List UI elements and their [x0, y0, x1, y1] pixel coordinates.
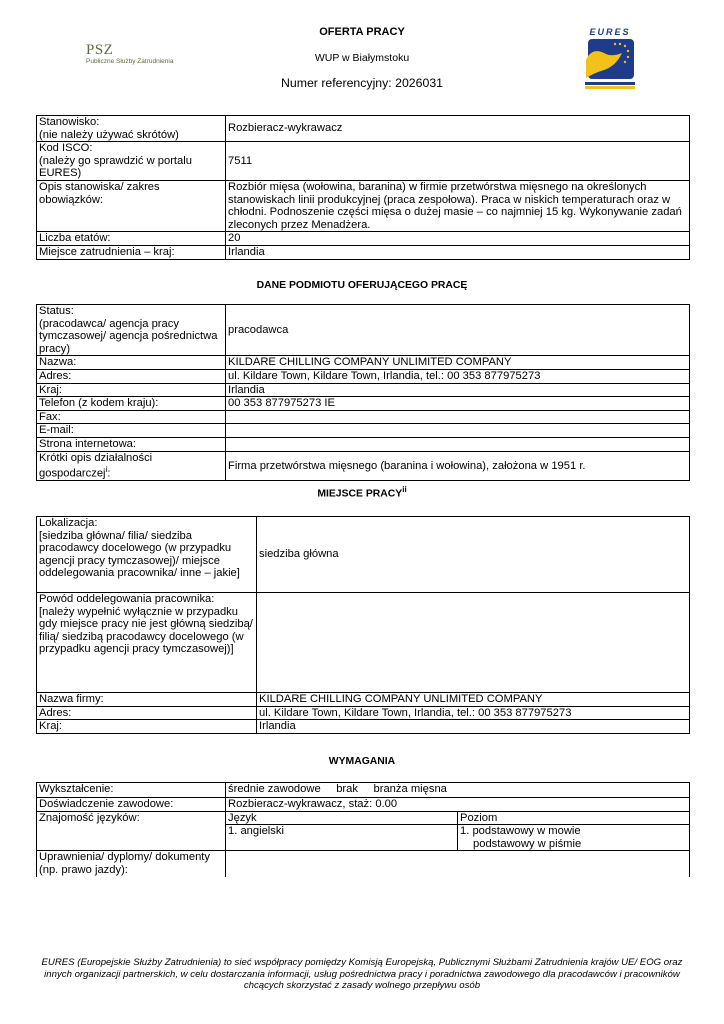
- requirements-table: [36, 782, 690, 877]
- job-table: [36, 115, 690, 260]
- employer-email-label: E-mail:: [37, 424, 226, 438]
- activity-label-colon: :: [107, 467, 111, 480]
- workplace-country-label: Kraj:: [37, 720, 257, 734]
- employer-www-label: Strona internetowa:: [37, 437, 226, 451]
- language-name: 1. angielski: [226, 825, 458, 851]
- position-value: Rozbieracz-wykrawacz: [226, 116, 690, 142]
- employer-fax-label: Fax:: [37, 410, 226, 424]
- isco-value: 7511: [226, 142, 690, 181]
- psz-logo: [86, 44, 173, 68]
- status-label: Status: (pracodawca/ agencja pracy tymczasowej/ agencja pośrednictwa pracy): [37, 305, 226, 356]
- status-value: pracodawca: [226, 305, 690, 356]
- positions-count-value: 20: [226, 232, 690, 246]
- activity-value: Firma przetwórstwa mięsnego (baranina i wołowina), założona w 1951 r.: [226, 451, 690, 481]
- company-name-value: KILDARE CHILLING COMPANY UNLIMITED COMPANY: [257, 693, 690, 707]
- psz-logo-tagline: Publiczne Służby Zatrudnienia: [86, 57, 174, 65]
- positions-count-label: Liczba etatów:: [37, 232, 226, 246]
- activity-label: [37, 451, 226, 481]
- description-value: Rozbiór mięsa (wołowina, baranina) w firmie przetwórstwa mięsnego na określonych stanowiskach linii produkcyjnej (praca zespołowa). Praca w niskich temperaturach oraz w chłodni. Podnoszenie części mięsa o dużej masie – co najmniej 15 kg. Wykonywanie zadań zleconych przez Menadżera.: [226, 180, 690, 231]
- footer-note: EURES (Europejskie Służby Zatrudnienia) to sieć współpracy pomiędzy Komisją Europejską, Publicznymi Służbami Zatrudnienia krajów UE/ EOG oraz innych organizacji partnerskich, w celu dostarczania informacji, usług pośrednictwa pracy i poradnictwa zawodowego dla pracodawców i pracowników chcących skorzystać z zasady wolnego przepływu osób: [41, 957, 683, 991]
- eures-logo: [582, 26, 638, 94]
- experience-label: Doświadczenie zawodowe:: [37, 798, 226, 812]
- workplace-address-value: ul. Kildare Town, Kildare Town, Irlandia, tel.: 00 353 877975273: [257, 706, 690, 720]
- psz-logo-text: PSZ: [86, 42, 114, 58]
- employer-fax-value: [226, 410, 690, 424]
- delegation-reason-label: Powód oddelegowania pracownika: [należy wypełnić wyłącznie w przypadku gdy miejsce pracy nie jest główną siedzibą/ filią/ siedzibą pracodawcy docelowego (w przypadku agencji pracy tymczasowej)]: [37, 593, 257, 693]
- permits-label: Uprawnienia/ dyplomy/ dokumenty (np. prawo jazdy):: [37, 851, 226, 877]
- description-label: Opis stanowiska/ zakres obowiązków:: [37, 180, 226, 231]
- employer-name-label: Nazwa:: [37, 356, 226, 370]
- company-name-label: Nazwa firmy:: [37, 693, 257, 707]
- employer-country-value: Irlandia: [226, 383, 690, 397]
- language-level-speaking: 1. podstawowy w mowie: [460, 825, 581, 838]
- employer-address-value: ul. Kildare Town, Kildare Town, Irlandia, tel.: 00 353 877975273: [226, 369, 690, 383]
- education-value: średnie zawodowe brak branża mięsna: [226, 783, 690, 798]
- employer-address-label: Adres:: [37, 369, 226, 383]
- employer-phone-label: Telefon (z kodem kraju):: [37, 397, 226, 411]
- activity-footnote-mark: i: [105, 465, 108, 475]
- requirements-section-title: WYMAGANIA: [328, 756, 396, 767]
- employer-email-value: [226, 424, 690, 438]
- job-country-label: Miejsce zatrudnienia – kraj:: [37, 245, 226, 259]
- experience-value: Rozbieracz-wykrawacz, staż: 0.00: [226, 798, 690, 812]
- location-label: Lokalizacja: [siedziba główna/ filia/ siedziba pracodawcy docelowego (w przypadku agencji pracy tymczasowej)/ miejsce oddelegowania pracownika/ inne – jakie]: [37, 517, 257, 593]
- language-column-header: Język: [226, 811, 458, 825]
- activity-label-text: Krótki opis działalności gospodarczej: [39, 451, 153, 480]
- education-label: Wykształcenie:: [37, 783, 226, 798]
- document-title: OFERTA PRACY: [319, 26, 405, 38]
- eures-logo-text: EURES: [589, 27, 631, 37]
- employer-table: [36, 304, 690, 481]
- workplace-footnote-mark: ii: [402, 485, 407, 494]
- languages-label: Znajomość języków:: [37, 811, 226, 851]
- level-column-header: Poziom: [458, 811, 690, 825]
- workplace-section-title: [212, 484, 512, 501]
- permits-value: [226, 851, 690, 877]
- workplace-table: [36, 516, 690, 734]
- workplace-country-value: Irlandia: [257, 720, 690, 734]
- isco-label: Kod ISCO: (należy go sprawdzić w portalu EURES): [37, 142, 226, 181]
- eures-logo-icon: [582, 26, 638, 94]
- workplace-address-label: Adres:: [37, 706, 257, 720]
- employer-section-title: DANE PODMIOTU OFERUJĄCEGO PRACĘ: [256, 280, 468, 291]
- office-name: WUP w Białymstoku: [314, 52, 410, 64]
- employer-country-label: Kraj:: [37, 383, 226, 397]
- delegation-reason-value: [257, 593, 690, 693]
- language-level: [458, 825, 690, 851]
- employer-www-value: [226, 437, 690, 451]
- location-value: siedziba główna: [257, 517, 690, 593]
- job-country-value: Irlandia: [226, 245, 690, 259]
- employer-name-value: KILDARE CHILLING COMPANY UNLIMITED COMPANY: [226, 356, 690, 370]
- position-label: Stanowisko: (nie należy używać skrótów): [37, 116, 226, 142]
- language-level-writing: podstawowy w piśmie: [473, 837, 582, 850]
- workplace-section-text: MIEJSCE PRACY: [317, 488, 403, 500]
- employer-phone-value: 00 353 877975273 IE: [226, 397, 690, 411]
- reference-number: Numer referencyjny: 2026031: [281, 76, 443, 90]
